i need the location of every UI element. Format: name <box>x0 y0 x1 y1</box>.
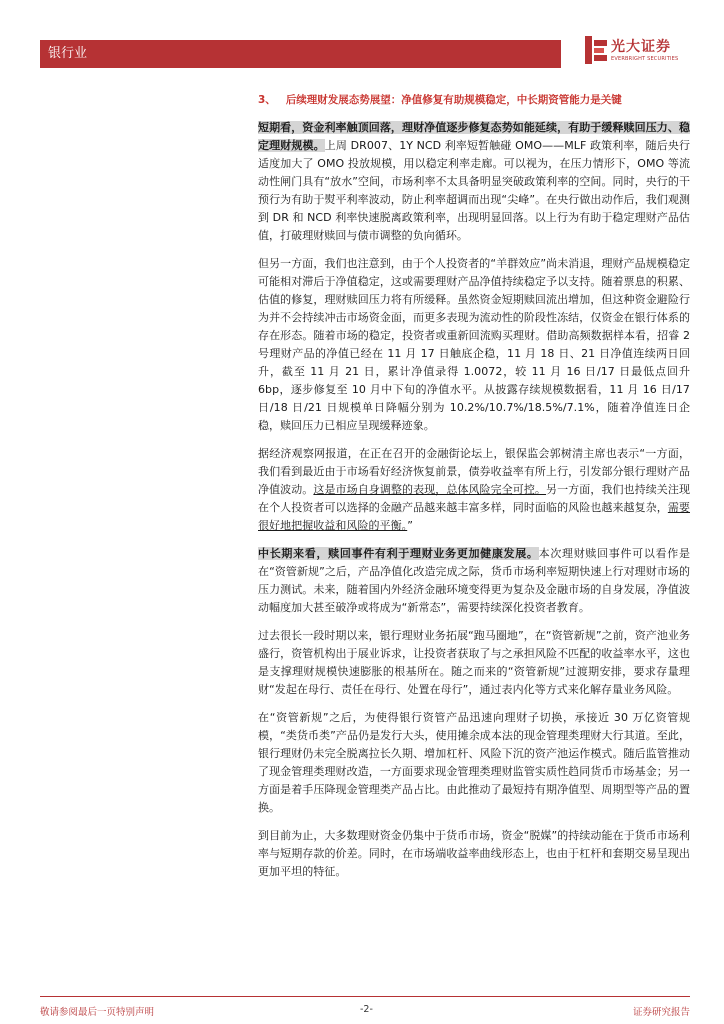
paragraph-3-part-c: ” <box>407 519 413 532</box>
disclaimer-link[interactable]: 敬请参阅最后一页特别声明 <box>40 1007 155 1018</box>
paragraph-6: 在“资管新规”之后，为使得银行资管产品迅速向理财子切换，承接近 30 万亿资管规模，“类货币类”产品仍是发行大头，使用摊余成本法的现金管理类理财大行其道。至此，银行理财仍未完全脱离拉长久期、增加杠杆、风险下沉的资产池运作模式。随后监管推动了现金管理类理财改造，一方面要求现金管理类理财监管实质性趋同货币市场基金；另一方面是着手压降现金管理类产品占比。由此推动了最短持有期净值型、周期型等产品的置换。 <box>258 711 690 814</box>
page-footer <box>40 996 690 1019</box>
paragraph-1-body: 上周 DR007、1Y NCD 利率短暂触碰 OMO——MLF 政策利率，随后央行适度加大了 OMO 投放规模，用以稳定利率走廊。可以视为，在压力情形下，OMO 等流动性闸门具有“放水”空间，市场利率不太具备明显突破政策利率的空间。同时，央行的干预行为有助于熨平利率波动，防止利率超调而出现“尖峰”。在央行做出动作后，我们观测到 DR 和 NCD 利率快速脱离政策利率，出现明显回落。以上行为有助于稳定理财产品估值，打破理财赎回与债市调整的负向循环。 <box>258 139 690 242</box>
paragraph-3-part-b: 另一方面，我们也持续关注现在个人投资者可以选择的金融产品越来越丰富多样，同时面临的风险也越来越复杂， <box>258 483 690 514</box>
sector-banner <box>40 40 561 68</box>
section-heading <box>258 92 690 107</box>
paragraph-4-highlight: 中长期来看，赎回事件有利于理财业务更加健康发展。 <box>258 547 539 560</box>
logo-chinese-name: 光大证券 <box>611 39 671 55</box>
paragraph-1-highlight: 短期看，资金利率触顶回落，理财净值逐步修复态势如能延续，有助于缓释赎回压力、稳定理财规模。 <box>258 121 690 152</box>
everbright-logo-icon <box>585 36 607 64</box>
paragraph-3 <box>258 445 690 535</box>
report-type-label: 证券研究报告 <box>632 1007 690 1018</box>
logo-english-name: EVERBRIGHT SECURITIES <box>611 56 679 62</box>
paragraph-7: 到目前为止，大多数理财资金仍集中于货币市场，资金“脱媒”的持续动能在于货币市场利率与短期存款的价差。同时，在市场端收益率曲线形态上，也由于杠杆和套期交易呈现出更加平坦的特征。 <box>258 829 690 878</box>
paragraph-1 <box>258 119 690 245</box>
section-number: 3、 <box>258 94 276 106</box>
paragraph-4 <box>258 545 690 617</box>
paragraph-3-underline-1: 这是市场自身调整的表现，总体风险完全可控。 <box>313 483 547 496</box>
brand-logo <box>585 34 695 68</box>
section-title: 后续理财发展态势展望：净值修复有助规模稳定，中长期资管能力是关键 <box>285 94 622 106</box>
report-body <box>258 92 690 891</box>
page-number: -2- <box>360 1004 373 1015</box>
paragraph-5: 过去很长一段时期以来，银行理财业务拓展“跑马圈地”，在“资管新规”之前，资产池业务盛行，资管机构出于展业诉求，让投资者获取了与之承担风险不匹配的收益率水平，这也是支撑理财规模快速膨胀的根基所在。随之而来的“资管新规”过渡期安排，要求存量理财“发起在母行、责任在母行、处置在母行”，通过表内化等方式来化解存量业务风险。 <box>258 629 690 696</box>
sector-label: 银行业 <box>48 46 88 61</box>
paragraph-4-body: 本次理财赎回事件可以看作是在“资管新规”之后，产品净值化改造完成之际，货币市场利率短期快速上行对理财市场的压力测试。未来，随着国内外经济金融环境变得更为复杂及金融市场的自身发展，净值波动幅度加大甚至破净或将成为“新常态”，需要持续深化投资者教育。 <box>258 547 690 614</box>
paragraph-2: 但另一方面，我们也注意到，由于个人投资者的“羊群效应”尚未消退，理财产品规模稳定可能相对滞后于净值稳定，这或需要理财产品净值持续稳定予以支持。随着票息的积累、估值的修复，理财赎回压力将有所缓释。虽然资金短期赎回流出增加，但这种资金避险行为并不会持续冲击市场资金面，而更多表现为流动性的阶段性冻结，仅资金在银行体系的存在形态。随着市场的稳定，投资者或重新回流购买理财。借助高频数据样本看，招睿 2 号理财产品的净值已经在 11 月 17 日触底企稳，11 月 18 日、21 日净值连续两日回升，截至 11 月 21 日，累计净值录得 1.0072，较 11 月 16 日/17 日最低点回升 6bp，逐步修复至 10 月中下旬的净值水平。从披露存续规模数据看，11 月 16 日/17 日/18 日/21 日规模单日降幅分别为 10.2%/10.7%/18.5%/7.1%，随着净值连日企稳，赎回压力已相应呈现缓释迹象。 <box>258 257 690 432</box>
paragraph-3-underline-2: 需要很好地把握收益和风险的平衡。 <box>258 501 690 532</box>
paragraph-3-part-a: 据经济观察网报道，在正在召开的金融街论坛上，银保监会郭树清主席也表示“一方面，我们看到最近由于市场看好经济恢复前景，债券收益率有所上行，引发部分银行理财产品净值波动。 <box>258 447 690 496</box>
